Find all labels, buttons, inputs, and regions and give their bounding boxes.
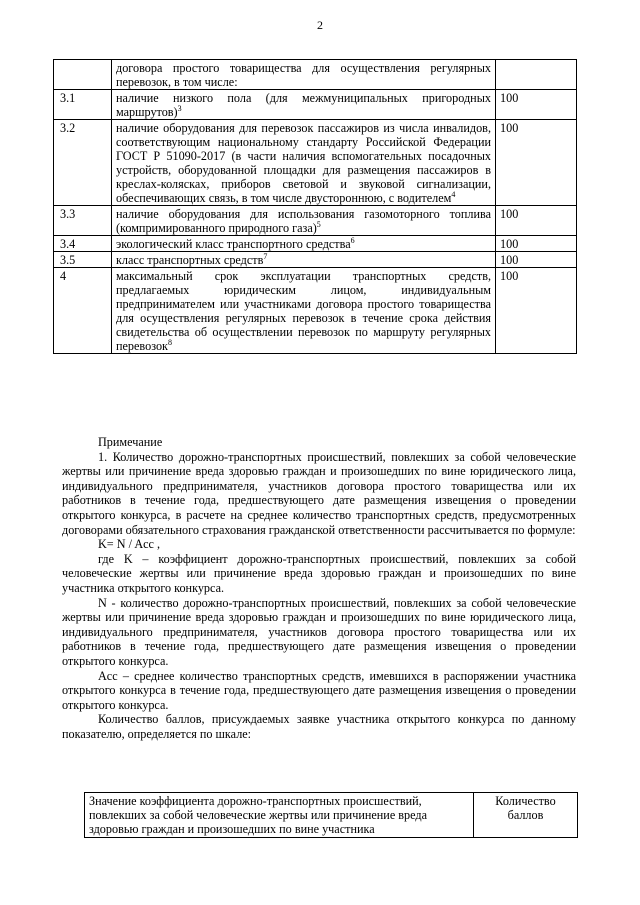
- row-description: [112, 236, 496, 252]
- scale-table: [84, 792, 578, 838]
- footnote-marker: 8: [167, 337, 172, 347]
- note-paragraph-n: N - количество дорожно-транспортных происшествий, повлекших за собой человеческие жертвы или причинение вреда здоровью граждан и произошедших по вине юридического лица, индивидуального предпринимателя, участников договора простого товарищества или их работников в течение года, предшествующего дате размещения извещения о проведении открытого конкурса.: [62, 595, 576, 668]
- row-description: [112, 252, 496, 268]
- footnote-marker: 5: [316, 219, 321, 229]
- scale-col2-header: Количество баллов: [474, 793, 578, 838]
- note-paragraph-k: где K – коэффициент дорожно-транспортных происшествий, повлекших за собой человеческие жертвы или причинение вреда здоровью граждан и произошедших по вине участника открытого конкурса.: [62, 551, 576, 595]
- row-points: 100: [496, 120, 577, 206]
- row-description: [112, 206, 496, 236]
- row-description: [112, 268, 496, 354]
- scale-col1-header: Значение коэффициента дорожно-транспортных происшествий, повлекших за собой человеческие жертвы или причинение вреда здоровью граждан и произошедших по вине участника: [85, 793, 474, 838]
- footnote-marker: 3: [177, 103, 182, 113]
- footnote-marker: 6: [350, 235, 355, 245]
- table-row: [54, 206, 577, 236]
- row-description-text: класс транспортных средств: [116, 253, 264, 267]
- row-number: 3.1: [54, 90, 112, 120]
- note-paragraph-1: 1. Количество дорожно-транспортных происшествий, повлекших за собой человеческие жертвы или причинение вреда здоровью граждан и произошедших по вине юридического лица, индивидуального предпринимателя, участников договора простого товарищества или их работников в течение года, предшествующего дате размещения извещения о проведении открытого конкурса, в расчете на среднее количество транспортных средств, предусмотренных договорами обязательного страхования гражданской ответственности рассчитывается по формуле:: [62, 449, 576, 537]
- note-section: [62, 435, 576, 741]
- row-description-text: максимальный срок эксплуатации транспортных средств, предлагаемых юридическим лицом, индивидуальным предпринимателем или участниками договора простого товарищества для осуществления регулярных перевозок в течение срока действия свидетельства об осуществлении перевозок по маршруту регулярных перевозок: [116, 269, 491, 353]
- table-row: [54, 268, 577, 354]
- row-points: 100: [496, 252, 577, 268]
- row-description: [112, 60, 496, 90]
- row-points: 100: [496, 206, 577, 236]
- page-number: 2: [317, 18, 323, 32]
- row-description: [112, 120, 496, 206]
- table-row: [54, 236, 577, 252]
- row-description: [112, 90, 496, 120]
- row-number: [54, 60, 112, 90]
- table-row: [54, 90, 577, 120]
- footnote-marker: 7: [263, 251, 268, 261]
- row-number: 3.2: [54, 120, 112, 206]
- row-number: 3.3: [54, 206, 112, 236]
- row-points: 100: [496, 90, 577, 120]
- formula: K= N / Acc ,: [98, 537, 161, 552]
- scale-header-row: [85, 793, 578, 838]
- row-description-text: договора простого товарищества для осуществления регулярных перевозок, в том числе:: [116, 61, 491, 89]
- row-number: 4: [54, 268, 112, 354]
- row-number: 3.4: [54, 236, 112, 252]
- row-description-text: экологический класс транспортного средства: [116, 237, 351, 251]
- footnote-marker: 4: [451, 189, 456, 199]
- row-points: 100: [496, 236, 577, 252]
- row-points: 100: [496, 268, 577, 354]
- note-paragraph-acc: Acc – среднее количество транспортных средств, имевшихся в распоряжении участника открытого конкурса в течение года, предшествующего дате размещения извещения о проведении открытого конкурса.: [62, 668, 576, 712]
- row-description-text: наличие оборудования для использования газомоторного топлива (компримированного природного газа): [116, 207, 491, 235]
- table-row: [54, 120, 577, 206]
- note-paragraph-scale: Количество баллов, присуждаемых заявке участника открытого конкурса по данному показателю, определяется по шкале:: [62, 712, 576, 741]
- table-row: [54, 252, 577, 268]
- row-description-text: наличие низкого пола (для межмуниципальных пригородных маршрутов): [116, 91, 491, 119]
- row-points: [496, 60, 577, 90]
- row-number: 3.5: [54, 252, 112, 268]
- criteria-table: [53, 59, 577, 354]
- row-description-text: наличие оборудования для перевозок пассажиров из числа инвалидов, соответствующим национальному стандарту Российской Федерации ГОСТ Р 51090-2017 (в части наличия вспомогательных посадочных устройств, оборудованной площадки для размещения пассажиров в креслах-колясках, приборов световой и звуковой сигнализации, обеспечивающих связь, в том числе двустороннюю, с водителем: [116, 121, 491, 205]
- table-row: [54, 60, 577, 90]
- note-heading: Примечание: [98, 435, 163, 449]
